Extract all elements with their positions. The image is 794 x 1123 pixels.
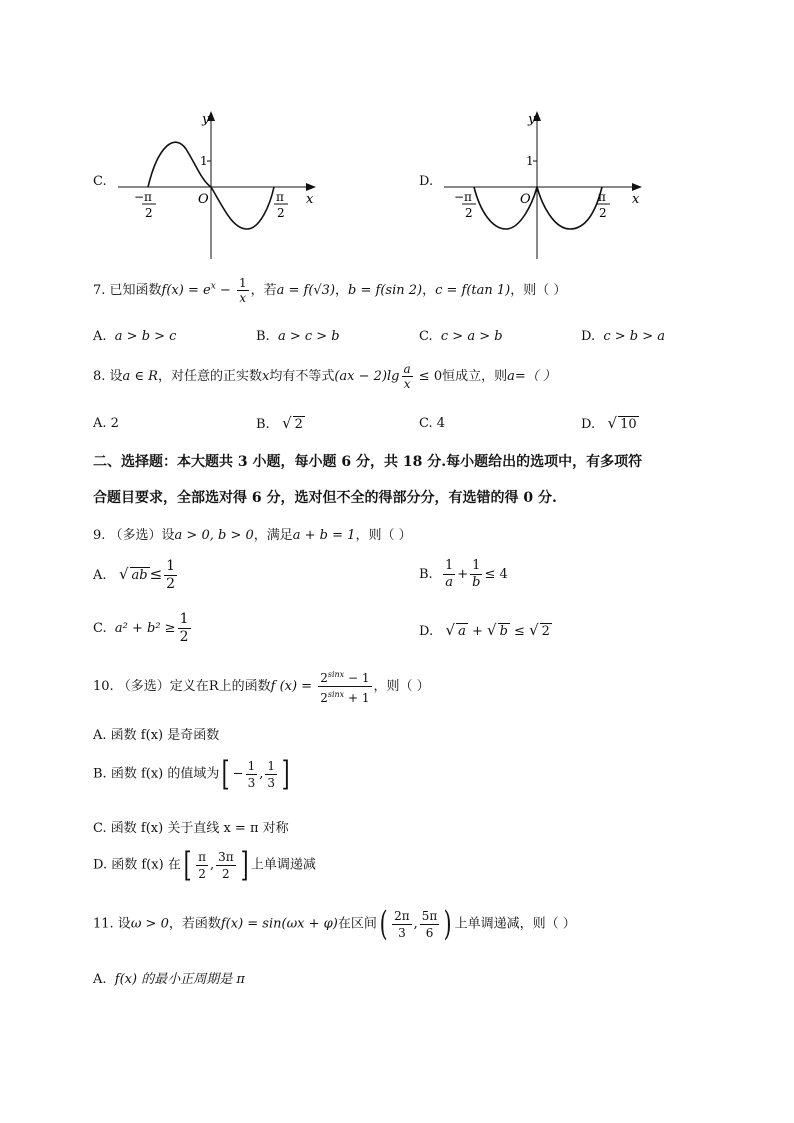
q8-ineq: ≤ 0 — [414, 369, 443, 384]
q7-mid: ，若 — [250, 283, 277, 298]
neg-prefix: − — [454, 190, 465, 204]
pos-pi: π — [276, 190, 284, 204]
question-9 — [93, 524, 412, 543]
question-7 — [93, 276, 566, 305]
graph-c — [110, 105, 325, 265]
section-2-line-2: 合题目要求，全部选对得 6 分，选对但不全的得部分分，有选错的得 0 分. — [93, 490, 557, 506]
q10-option-c[interactable]: C. 函数 f(x) 关于直线 x = π 对称 — [93, 821, 289, 836]
x-label: x — [306, 192, 314, 207]
q9-eq: a + b = 1 — [292, 528, 356, 543]
q8-option-d[interactable]: D. √ 10 — [581, 414, 637, 432]
graph-d — [436, 105, 651, 265]
q8-mid: ，对任意的正实数 — [157, 369, 262, 384]
pos-pi: π — [598, 190, 606, 204]
q10-option-b[interactable]: B. 函数 f(x) 的值域为[ − $\frac{1}{3}$ , $\frac{1}{3}$ ] — [93, 754, 290, 794]
q8-tail: 恒成立，则 — [442, 369, 508, 384]
q8-lead: 8. 设 — [93, 369, 123, 384]
q11-mid: ，若函数 — [168, 916, 221, 932]
q8-option-b[interactable]: B. √ 2 — [256, 414, 303, 432]
q11-lead: 11. 设 — [93, 916, 131, 932]
q7-tail: ，则（ ） — [510, 283, 567, 298]
q9-option-b[interactable]: B. $\frac{1}{a}$ + $\frac{1}{b}$ ≤ 4 — [419, 558, 508, 590]
q8-cond: a ∈ R — [122, 369, 158, 384]
y-label: y — [202, 112, 210, 127]
x-axis-arrow — [632, 183, 642, 191]
q7-b: b = f(sin 2) — [348, 283, 423, 298]
neg-prefix: − — [134, 190, 145, 204]
option-d-label: D. — [419, 174, 434, 189]
neg-den: 2 — [465, 206, 473, 220]
q8-fraction: $\frac{a}{x}$ — [403, 362, 411, 391]
one-label: 1 — [526, 154, 534, 168]
q8-expr: (ax − 2)lg — [334, 369, 400, 384]
question-8 — [93, 362, 556, 391]
q7-option-b[interactable]: B. a > c > b — [256, 329, 340, 344]
q10-R: R — [208, 679, 219, 694]
q7-option-a[interactable]: A. a > b > c — [93, 329, 177, 344]
q10-tail: ，则（ ） — [373, 679, 430, 694]
pos-den: 2 — [277, 206, 285, 220]
section-2-line-1: 二、选择题：本大题共 3 小题，每小题 6 分，共 18 分.每小题给出的选项中，有多项符 — [93, 454, 643, 470]
q7-comma-2: ， — [422, 283, 436, 298]
q9-option-d[interactable]: D. √ a + √ b ≤ √ 2 — [419, 621, 550, 639]
q10-mid: 上的函数 — [218, 679, 271, 694]
q7-func: f(x) = e — [161, 283, 211, 298]
q8-mid2: 均有不等式 — [269, 369, 335, 384]
q9-cond: a > 0, b > 0 — [174, 528, 254, 543]
q8-option-a[interactable]: A. 2 — [93, 416, 119, 431]
q9-mid: ，满足 — [253, 528, 293, 543]
q7-comma-1: ， — [335, 283, 349, 298]
q8-x: x — [262, 369, 270, 384]
q8-answer: a=（ ） — [507, 369, 556, 384]
q7-a: a = f(√3) — [276, 283, 336, 298]
y-label: y — [528, 112, 536, 127]
q10-option-a[interactable]: A. 函数 f(x) 是奇函数 — [93, 728, 220, 743]
origin-label: O — [198, 192, 209, 207]
origin-label: O — [520, 192, 531, 207]
q11-tail: 上单调递减，则（ ） — [454, 916, 576, 932]
q7-option-d[interactable]: D. c > b > a — [581, 329, 666, 344]
q11-mid2: 在区间 — [337, 916, 377, 932]
q10-fraction: $\frac{2^{sinx} - 1}{2^{sinx} + 1}$ — [318, 667, 371, 706]
question-11: 11. 设ω > 0，若函数f(x) = sin(ωx + φ)在区间( $\frac{2\pi}{3}$ , $\frac{5\pi}{6}$ ) 上单调递减，则（ ） — [93, 904, 576, 944]
q10-func: f (x) = — [270, 679, 313, 694]
q7-exp: x — [210, 281, 216, 292]
q7-minus: − — [215, 283, 235, 298]
q11-option-a[interactable]: A. f(x) 的最小正周期是 π — [93, 972, 245, 987]
x-axis-arrow — [306, 183, 316, 191]
q11-func: f(x) = sin(ωx + φ) — [220, 916, 338, 932]
q7-option-c[interactable]: C. c > a > b — [419, 329, 503, 344]
q9-option-c[interactable]: C. a² + b² ≥ $\frac{1}{2}$ — [93, 611, 189, 645]
q11-cond: ω > 0 — [130, 916, 169, 932]
x-label: x — [632, 192, 640, 207]
q10-lead: 10. （多选）定义在 — [93, 679, 209, 694]
question-10 — [93, 667, 430, 706]
q9-option-a[interactable]: A. √ ab ≤ $\frac{1}{2}$ — [93, 558, 176, 592]
q9-lead: 9. （多选）设 — [93, 528, 175, 543]
q10-option-d[interactable]: D. 函数 f(x) 在[ $\frac{\pi}{2}$ , $\frac{3\pi}{2}$ ] 上单调递减 — [93, 845, 316, 885]
one-label: 1 — [200, 154, 208, 168]
q7-lead: 7. 已知函数 — [93, 283, 162, 298]
option-c-label: C. — [93, 174, 107, 189]
q7-c: c = f(tan 1) — [435, 283, 511, 298]
neg-den: 2 — [145, 206, 153, 220]
q8-option-c[interactable]: C. 4 — [419, 416, 446, 431]
abs-sine-curve — [474, 187, 602, 229]
q7-fraction: $\frac{1}{x}$ — [238, 276, 247, 305]
q9-tail: ，则（ ） — [355, 528, 412, 543]
pos-den: 2 — [599, 206, 607, 220]
neg-pi: π — [464, 190, 472, 204]
neg-pi: π — [144, 190, 152, 204]
